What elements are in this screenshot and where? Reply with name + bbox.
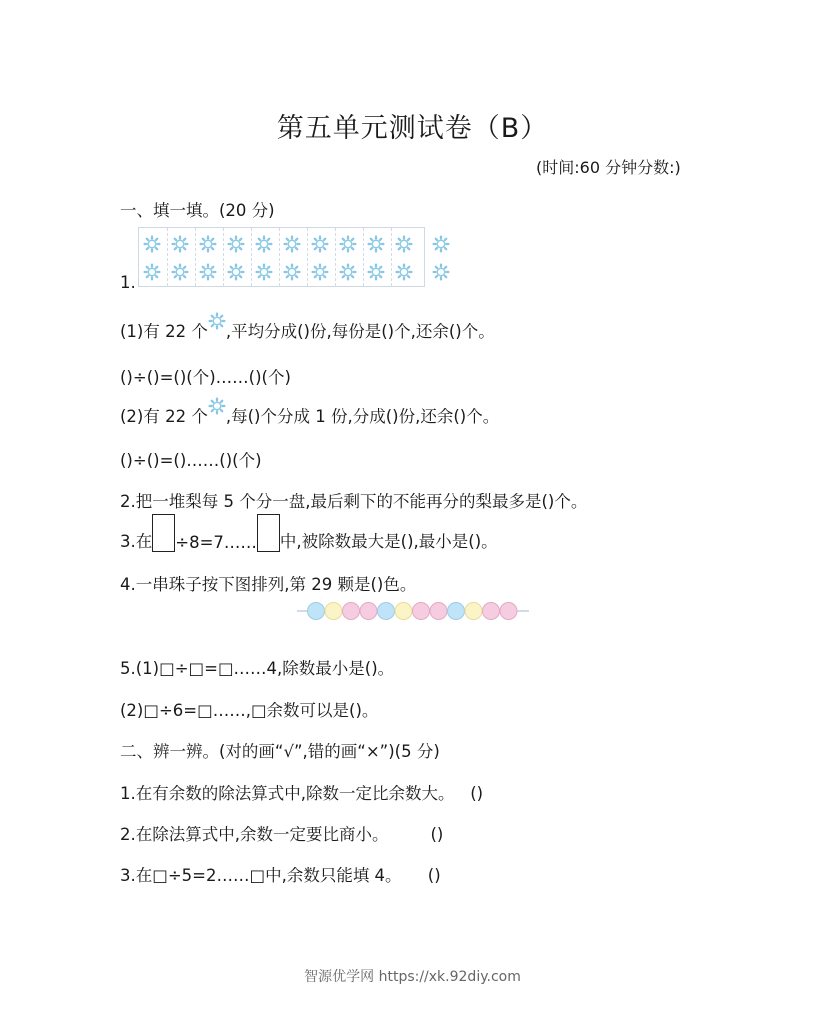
snowflake-icon: [208, 312, 226, 330]
question-1-1: (1)有 22 个 ,平均分成()份,每份是()个,还余()个。: [120, 318, 495, 342]
footer-watermark: 智源优学网 https://xk.92diy.com: [304, 969, 521, 985]
snowflake-icon: [367, 263, 385, 281]
question-1-2-equation: ()÷()=()……()(个): [120, 451, 262, 470]
snowflake-icon: [227, 263, 245, 281]
bead-pink: [343, 603, 360, 620]
question-1-1-equation: ()÷()=()(个)……()(个): [120, 368, 291, 387]
snowflake-icon: [171, 263, 189, 281]
bead-string: [297, 601, 529, 621]
bead-pink: [360, 603, 377, 620]
judge-question-1: 1.在有余数的除法算式中,除数一定比余数大。 (): [120, 784, 484, 803]
snowflake-icon: [143, 235, 161, 253]
snowflake-icon: [311, 235, 329, 253]
bead-pink: [500, 603, 517, 620]
question-4: 4.一串珠子按下图排列,第 29 颗是()色。: [120, 575, 417, 594]
question-3: 3.在 ÷8=7…… 中,被除数最大是(),最小是()。: [120, 514, 498, 552]
snowflake-icon: [367, 235, 385, 253]
snowflake-icon: [432, 235, 450, 253]
section1-heading: 一、填一填。(20 分): [120, 201, 275, 220]
bead-yellow: [325, 603, 342, 620]
page-title: 第五单元测试卷（B）: [276, 113, 549, 144]
snowflake-icon: [208, 397, 226, 415]
question-5-2: (2)□÷6=□……,□余数可以是()。: [120, 701, 379, 720]
bead-pink: [413, 603, 430, 620]
question-5-1: 5.(1)□÷□=□……4,除数最小是()。: [120, 659, 395, 678]
snowflake-icon: [283, 263, 301, 281]
snowflake-icon: [199, 235, 217, 253]
section2-heading: 二、辨一辨。(对的画“√”,错的画“×”)(5 分): [120, 742, 440, 761]
snowflake-icon: [339, 235, 357, 253]
snowflake-icon: [283, 235, 301, 253]
question-2: 2.把一堆梨每 5 个分一盘,最后剩下的不能再分的梨最多是()个。: [120, 492, 588, 511]
snowflake-icon: [255, 263, 273, 281]
snowflake-row-1: [143, 235, 413, 253]
snowflake-icon: [227, 235, 245, 253]
bead-pink: [430, 603, 447, 620]
snowflake-icon: [432, 263, 450, 281]
bead-yellow: [395, 603, 412, 620]
bead-yellow: [465, 603, 482, 620]
bead-pink: [483, 603, 500, 620]
snowflake-icon: [255, 235, 273, 253]
snowflake-icon: [199, 263, 217, 281]
blank-box: [257, 514, 280, 552]
judge-question-2: 2.在除法算式中,余数一定要比商小。 (): [120, 825, 444, 844]
time-score-note: (时间:60 分钟分数:): [536, 158, 681, 177]
blank-box: [152, 514, 175, 552]
bead-blue: [378, 603, 395, 620]
question-1-2: (2)有 22 个 ,每()个分成 1 份,分成()份,还余()个。: [120, 403, 499, 427]
snowflake-icon: [339, 263, 357, 281]
bead-blue: [448, 603, 465, 620]
snowflake-icon: [171, 235, 189, 253]
question-1-number: 1.: [120, 273, 136, 292]
judge-question-3: 3.在□÷5=2……□中,余数只能填 4。 (): [120, 866, 441, 885]
snowflake-icon: [143, 263, 161, 281]
snowflake-icon: [395, 235, 413, 253]
snowflake-icon: [311, 263, 329, 281]
bead-blue: [308, 603, 325, 620]
snowflake-row-2: [143, 263, 413, 281]
snowflake-icon: [395, 263, 413, 281]
